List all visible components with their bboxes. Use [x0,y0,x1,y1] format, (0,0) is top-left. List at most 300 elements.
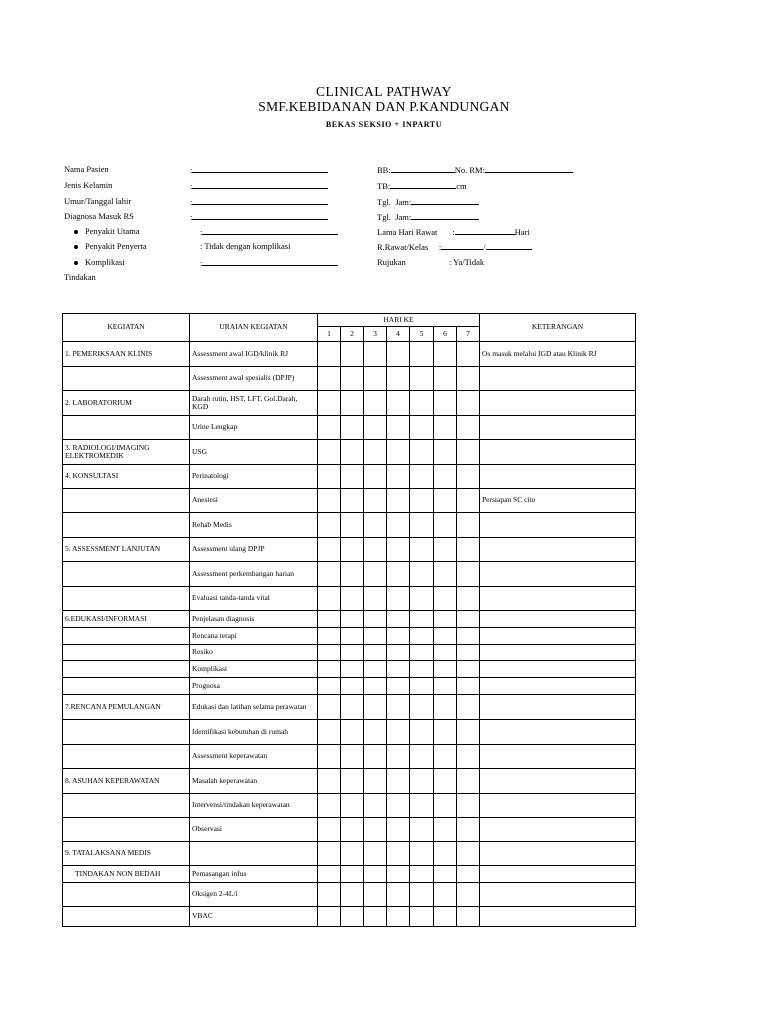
keterangan-cell [480,391,636,416]
kegiatan-cell [63,645,190,661]
kegiatan-cell: 2. LABORATORIUM [63,391,190,416]
day-7-checkbox-cell[interactable] [457,587,480,611]
day-2-checkbox-cell[interactable] [341,489,364,513]
day-2-checkbox-cell[interactable] [341,720,364,745]
day-1-checkbox-cell[interactable] [318,391,341,416]
day-6-checkbox-cell[interactable] [434,794,457,818]
keterangan-cell [480,562,636,587]
day-4-checkbox-cell[interactable] [387,883,410,907]
day-6-checkbox-cell[interactable] [434,440,457,465]
day-5-checkbox-cell[interactable] [410,538,434,562]
bb-no-rm-field[interactable]: BB: No. RM: [377,164,573,175]
table-row [63,465,636,489]
header-day-1: 1 [318,327,341,342]
day-6-checkbox-cell[interactable] [434,538,457,562]
day-3-checkbox-cell[interactable] [364,628,387,645]
uraian-cell: Prognosa [190,678,318,695]
day-6-checkbox-cell[interactable] [434,465,457,489]
day-7-checkbox-cell[interactable] [457,538,480,562]
day-3-checkbox-cell[interactable] [364,587,387,611]
uraian-cell: Rehab Medis [190,513,318,538]
uraian-cell: Identifikasi kebutuhan di rumah [190,720,318,745]
day-2-checkbox-cell[interactable] [341,883,364,907]
keterangan-cell [480,720,636,745]
table-row [63,342,636,367]
table-row [63,720,636,745]
umur-field[interactable]: : [190,196,328,207]
day-5-checkbox-cell[interactable] [410,611,434,628]
day-4-checkbox-cell[interactable] [387,538,410,562]
day-7-checkbox-cell[interactable] [457,678,480,695]
day-1-checkbox-cell[interactable] [318,907,341,927]
day-7-checkbox-cell[interactable] [457,818,480,842]
day-6-checkbox-cell[interactable] [434,883,457,907]
day-1-checkbox-cell[interactable] [318,678,341,695]
keterangan-cell [480,695,636,720]
day-1-checkbox-cell[interactable] [318,367,341,391]
day-2-checkbox-cell[interactable] [341,440,364,465]
day-7-checkbox-cell[interactable] [457,661,480,678]
day-2-checkbox-cell[interactable] [341,562,364,587]
table-row [63,538,636,562]
day-6-checkbox-cell[interactable] [434,678,457,695]
day-6-checkbox-cell[interactable] [434,720,457,745]
day-3-checkbox-cell[interactable] [364,513,387,538]
keterangan-cell [480,907,636,927]
day-2-checkbox-cell[interactable] [341,416,364,440]
day-6-checkbox-cell[interactable] [434,866,457,883]
day-4-checkbox-cell[interactable] [387,562,410,587]
day-5-checkbox-cell[interactable] [410,628,434,645]
day-4-checkbox-cell[interactable] [387,842,410,866]
day-1-checkbox-cell[interactable] [318,883,341,907]
day-1-checkbox-cell[interactable] [318,489,341,513]
day-4-checkbox-cell[interactable] [387,645,410,661]
day-2-checkbox-cell[interactable] [341,818,364,842]
day-1-checkbox-cell[interactable] [318,440,341,465]
day-3-checkbox-cell[interactable] [364,818,387,842]
day-1-checkbox-cell[interactable] [318,695,341,720]
uraian-cell: Penjelasan diagnosis [190,611,318,628]
day-1-checkbox-cell[interactable] [318,513,341,538]
kegiatan-cell: 3. RADIOLOGI/IMAGING ELEKTROMEDIK [63,440,190,465]
r-rawat-kelas-field[interactable]: R.Rawat/Kelas : / [377,241,532,252]
keterangan-cell: Persiapan SC cito [480,489,636,513]
day-5-checkbox-cell[interactable] [410,883,434,907]
day-1-checkbox-cell[interactable] [318,628,341,645]
day-7-checkbox-cell[interactable] [457,720,480,745]
kegiatan-cell: 9. TATALAKSANA MEDIS [63,842,190,866]
day-1-checkbox-cell[interactable] [318,562,341,587]
table-row [63,866,636,883]
day-1-checkbox-cell[interactable] [318,342,341,367]
day-2-checkbox-cell[interactable] [341,367,364,391]
day-7-checkbox-cell[interactable] [457,367,480,391]
day-3-checkbox-cell[interactable] [364,562,387,587]
bullet-icon [74,245,78,249]
day-5-checkbox-cell[interactable] [410,842,434,866]
nama-pasien-label: Nama Pasien [64,164,109,174]
uraian-cell: Edukasi dan latihan selama perawatan [190,695,318,720]
day-3-checkbox-cell[interactable] [364,720,387,745]
penyakit-penyerta-label: Penyakit Penyerta [74,241,147,251]
day-3-checkbox-cell[interactable] [364,645,387,661]
table-row [63,695,636,720]
kegiatan-cell [63,489,190,513]
kegiatan-cell [63,367,190,391]
day-2-checkbox-cell[interactable] [341,842,364,866]
day-7-checkbox-cell[interactable] [457,695,480,720]
diagnosis-heading: BEKAS SEKSIO + INPARTU [325,120,443,129]
day-3-checkbox-cell[interactable] [364,883,387,907]
day-5-checkbox-cell[interactable] [410,416,434,440]
day-3-checkbox-cell[interactable] [364,794,387,818]
header-day-7: 7 [457,327,480,342]
rujukan-value: : Ya/Tidak [449,257,485,267]
header-uraian: URAIAN KEGIATAN [190,314,318,342]
day-5-checkbox-cell[interactable] [410,587,434,611]
day-6-checkbox-cell[interactable] [434,661,457,678]
day-2-checkbox-cell[interactable] [341,645,364,661]
day-7-checkbox-cell[interactable] [457,645,480,661]
tgl-jam-field-1[interactable]: Tgl. Jam: [377,196,479,207]
day-4-checkbox-cell[interactable] [387,661,410,678]
keterangan-cell [480,465,636,489]
uraian-cell: Observasi [190,818,318,842]
kegiatan-cell: 7.RENCANA PEMULANGAN [63,695,190,720]
day-1-checkbox-cell[interactable] [318,465,341,489]
day-6-checkbox-cell[interactable] [434,745,457,769]
day-4-checkbox-cell[interactable] [387,720,410,745]
kegiatan-cell [63,720,190,745]
day-4-checkbox-cell[interactable] [387,440,410,465]
table-row [63,645,636,661]
uraian-cell: Resiko [190,645,318,661]
day-7-checkbox-cell[interactable] [457,769,480,794]
day-5-checkbox-cell[interactable] [410,818,434,842]
day-6-checkbox-cell[interactable] [434,416,457,440]
page-subtitle: SMF.KEBIDANAN DAN P.KANDUNGAN [258,99,510,114]
day-2-checkbox-cell[interactable] [341,794,364,818]
day-5-checkbox-cell[interactable] [410,465,434,489]
day-2-checkbox-cell[interactable] [341,907,364,927]
day-5-checkbox-cell[interactable] [410,695,434,720]
bullet-icon [74,261,78,265]
day-6-checkbox-cell[interactable] [434,391,457,416]
day-7-checkbox-cell[interactable] [457,745,480,769]
keterangan-cell [480,628,636,645]
day-1-checkbox-cell[interactable] [318,661,341,678]
day-7-checkbox-cell[interactable] [457,907,480,927]
day-3-checkbox-cell[interactable] [364,342,387,367]
day-1-checkbox-cell[interactable] [318,769,341,794]
day-5-checkbox-cell[interactable] [410,440,434,465]
penyakit-utama-field[interactable]: : [200,226,338,237]
table-row [63,489,636,513]
day-3-checkbox-cell[interactable] [364,695,387,720]
day-6-checkbox-cell[interactable] [434,695,457,720]
day-7-checkbox-cell[interactable] [457,416,480,440]
day-3-checkbox-cell[interactable] [364,465,387,489]
tgl-jam-field-2[interactable]: Tgl. Jam: [377,211,479,222]
day-5-checkbox-cell[interactable] [410,562,434,587]
uraian-cell: Evaluasi tanda-tanda vital [190,587,318,611]
day-1-checkbox-cell[interactable] [318,611,341,628]
day-4-checkbox-cell[interactable] [387,866,410,883]
kegiatan-cell: 6.EDUKASI/INFORMASI [63,611,190,628]
day-6-checkbox-cell[interactable] [434,342,457,367]
day-1-checkbox-cell[interactable] [318,538,341,562]
uraian-cell: USG [190,440,318,465]
table-row [63,794,636,818]
keterangan-cell [480,842,636,866]
day-4-checkbox-cell[interactable] [387,587,410,611]
table-row [63,513,636,538]
day-2-checkbox-cell[interactable] [341,611,364,628]
day-7-checkbox-cell[interactable] [457,883,480,907]
table-row [63,842,636,866]
day-6-checkbox-cell[interactable] [434,628,457,645]
day-1-checkbox-cell[interactable] [318,720,341,745]
day-7-checkbox-cell[interactable] [457,440,480,465]
day-1-checkbox-cell[interactable] [318,866,341,883]
day-5-checkbox-cell[interactable] [410,678,434,695]
day-2-checkbox-cell[interactable] [341,866,364,883]
day-3-checkbox-cell[interactable] [364,440,387,465]
table-row [63,907,636,927]
day-6-checkbox-cell[interactable] [434,587,457,611]
keterangan-cell [480,866,636,883]
uraian-cell: Anestesi [190,489,318,513]
day-1-checkbox-cell[interactable] [318,794,341,818]
uraian-cell: Intervensi/tindakan keperawatan [190,794,318,818]
day-7-checkbox-cell[interactable] [457,342,480,367]
day-2-checkbox-cell[interactable] [341,628,364,645]
header-hari-ke: HARI KE [318,314,480,327]
day-5-checkbox-cell[interactable] [410,794,434,818]
uraian-cell [190,842,318,866]
day-1-checkbox-cell[interactable] [318,587,341,611]
page-title: CLINICAL PATHWAY [316,84,452,99]
day-6-checkbox-cell[interactable] [434,513,457,538]
header-keterangan: KETERANGAN [480,314,636,342]
rujukan-label: Rujukan [377,257,406,267]
day-3-checkbox-cell[interactable] [364,367,387,391]
header-day-4: 4 [387,327,410,342]
day-3-checkbox-cell[interactable] [364,678,387,695]
keterangan-cell [480,538,636,562]
table-row [63,367,636,391]
day-6-checkbox-cell[interactable] [434,645,457,661]
keterangan-cell [480,794,636,818]
kegiatan-cell: 8. ASUHAN KEPERAWATAN [63,769,190,794]
day-1-checkbox-cell[interactable] [318,645,341,661]
day-5-checkbox-cell[interactable] [410,745,434,769]
umur-label: Umur/Tanggal lahir [64,196,132,206]
day-6-checkbox-cell[interactable] [434,611,457,628]
keterangan-cell [480,513,636,538]
day-4-checkbox-cell[interactable] [387,391,410,416]
day-4-checkbox-cell[interactable] [387,745,410,769]
day-4-checkbox-cell[interactable] [387,611,410,628]
day-5-checkbox-cell[interactable] [410,342,434,367]
table-row [63,678,636,695]
kegiatan-cell [63,745,190,769]
day-1-checkbox-cell[interactable] [318,842,341,866]
day-6-checkbox-cell[interactable] [434,367,457,391]
day-3-checkbox-cell[interactable] [364,866,387,883]
day-7-checkbox-cell[interactable] [457,489,480,513]
day-3-checkbox-cell[interactable] [364,611,387,628]
day-5-checkbox-cell[interactable] [410,367,434,391]
day-5-checkbox-cell[interactable] [410,866,434,883]
day-5-checkbox-cell[interactable] [410,907,434,927]
uraian-cell: Perinatologi [190,465,318,489]
day-4-checkbox-cell[interactable] [387,465,410,489]
day-5-checkbox-cell[interactable] [410,489,434,513]
day-4-checkbox-cell[interactable] [387,907,410,927]
keterangan-cell [480,367,636,391]
tb-field[interactable]: TB: cm [377,181,467,191]
day-3-checkbox-cell[interactable] [364,769,387,794]
day-4-checkbox-cell[interactable] [387,695,410,720]
komplikasi-label: Komplikasi [74,257,125,267]
header-kegiatan: KEGIATAN [63,314,190,342]
day-7-checkbox-cell[interactable] [457,611,480,628]
nama-pasien-field[interactable]: : [190,164,328,175]
keterangan-cell [480,818,636,842]
uraian-cell: Assessment ulang DPJP [190,538,318,562]
day-4-checkbox-cell[interactable] [387,678,410,695]
day-3-checkbox-cell[interactable] [364,745,387,769]
day-6-checkbox-cell[interactable] [434,769,457,794]
table-row [63,416,636,440]
day-2-checkbox-cell[interactable] [341,465,364,489]
day-2-checkbox-cell[interactable] [341,391,364,416]
keterangan-cell [480,416,636,440]
keterangan-cell [480,611,636,628]
header-day-5: 5 [410,327,434,342]
day-5-checkbox-cell[interactable] [410,720,434,745]
day-4-checkbox-cell[interactable] [387,489,410,513]
day-2-checkbox-cell[interactable] [341,769,364,794]
day-3-checkbox-cell[interactable] [364,842,387,866]
day-2-checkbox-cell[interactable] [341,745,364,769]
kegiatan-cell [63,416,190,440]
header-day-6: 6 [434,327,457,342]
day-2-checkbox-cell[interactable] [341,342,364,367]
day-7-checkbox-cell[interactable] [457,866,480,883]
day-5-checkbox-cell[interactable] [410,513,434,538]
day-6-checkbox-cell[interactable] [434,562,457,587]
day-2-checkbox-cell[interactable] [341,678,364,695]
table-row [63,745,636,769]
day-6-checkbox-cell[interactable] [434,842,457,866]
day-7-checkbox-cell[interactable] [457,513,480,538]
day-4-checkbox-cell[interactable] [387,342,410,367]
kegiatan-cell [63,513,190,538]
jenis-kelamin-label: Jenis Kelamin [64,180,113,190]
uraian-cell: Assessment keperawatan [190,745,318,769]
day-6-checkbox-cell[interactable] [434,907,457,927]
jenis-kelamin-field[interactable]: : [190,180,328,191]
day-3-checkbox-cell[interactable] [364,489,387,513]
day-5-checkbox-cell[interactable] [410,769,434,794]
day-6-checkbox-cell[interactable] [434,489,457,513]
day-5-checkbox-cell[interactable] [410,645,434,661]
day-7-checkbox-cell[interactable] [457,628,480,645]
day-1-checkbox-cell[interactable] [318,416,341,440]
diagnosa-label: Diagnosa Masuk RS [64,211,134,221]
tindakan-label: Tindakan [64,272,96,282]
day-3-checkbox-cell[interactable] [364,907,387,927]
day-5-checkbox-cell[interactable] [410,661,434,678]
day-4-checkbox-cell[interactable] [387,818,410,842]
keterangan-cell [480,661,636,678]
kegiatan-cell [63,661,190,678]
day-6-checkbox-cell[interactable] [434,818,457,842]
day-1-checkbox-cell[interactable] [318,818,341,842]
table-row [63,562,636,587]
day-2-checkbox-cell[interactable] [341,661,364,678]
keterangan-cell: Os masuk melalui IGD atau Klinik RJ [480,342,636,367]
day-2-checkbox-cell[interactable] [341,695,364,720]
day-1-checkbox-cell[interactable] [318,745,341,769]
table-row [63,391,636,416]
table-row [63,661,636,678]
day-5-checkbox-cell[interactable] [410,391,434,416]
kegiatan-cell [63,883,190,907]
day-3-checkbox-cell[interactable] [364,416,387,440]
uraian-cell: Oksigen 2-4L/i [190,883,318,907]
day-3-checkbox-cell[interactable] [364,391,387,416]
day-2-checkbox-cell[interactable] [341,587,364,611]
day-4-checkbox-cell[interactable] [387,628,410,645]
bullet-icon [74,230,78,234]
day-7-checkbox-cell[interactable] [457,794,480,818]
kegiatan-cell [63,907,190,927]
diagnosa-field[interactable]: : [190,211,328,222]
day-2-checkbox-cell[interactable] [341,538,364,562]
kegiatan-cell [63,678,190,695]
header-day-3: 3 [364,327,387,342]
day-4-checkbox-cell[interactable] [387,416,410,440]
komplikasi-field[interactable]: : [200,257,338,268]
kegiatan-cell: 1. PEMERIKSAAN KLINIS [63,342,190,367]
kegiatan-cell [63,587,190,611]
day-3-checkbox-cell[interactable] [364,538,387,562]
kegiatan-cell [63,562,190,587]
day-4-checkbox-cell[interactable] [387,794,410,818]
day-4-checkbox-cell[interactable] [387,367,410,391]
day-7-checkbox-cell[interactable] [457,842,480,866]
uraian-cell: Darah rutin, HST, LFT, Gol.Darah, KGD [190,391,318,416]
kegiatan-cell [63,628,190,645]
keterangan-cell [480,883,636,907]
day-3-checkbox-cell[interactable] [364,661,387,678]
day-4-checkbox-cell[interactable] [387,769,410,794]
lama-hari-rawat-field[interactable]: Lama Hari Rawat : Hari [377,227,530,237]
day-7-checkbox-cell[interactable] [457,391,480,416]
kegiatan-cell [63,818,190,842]
day-7-checkbox-cell[interactable] [457,562,480,587]
day-4-checkbox-cell[interactable] [387,513,410,538]
penyakit-penyerta-value: : Tidak dengan komplikasi [200,241,291,251]
table-row [63,769,636,794]
day-7-checkbox-cell[interactable] [457,465,480,489]
keterangan-cell [480,440,636,465]
day-2-checkbox-cell[interactable] [341,513,364,538]
